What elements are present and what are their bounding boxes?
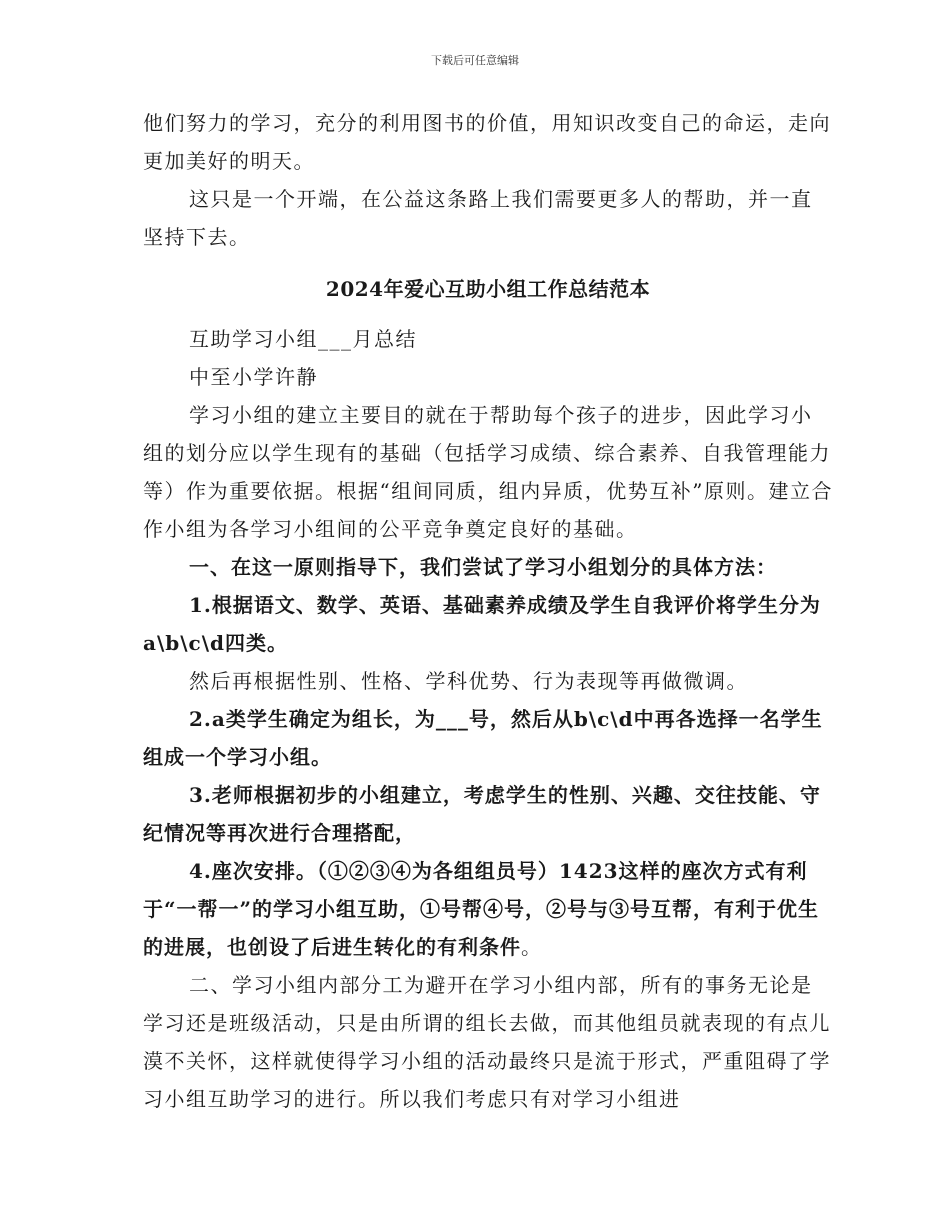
paragraph-1: 他们努力的学习，充分的利用图书的价值，用知识改变自己的命运，走向更加美好的明天。 bbox=[143, 111, 831, 173]
paragraph-adjust: 然后再根据性别、性格、学科优势、行为表现等再做微调。 bbox=[189, 669, 748, 693]
document-body bbox=[143, 104, 833, 1118]
list-item-1: 1.根据语文、数学、英语、基础素养成绩及学生自我评价将学生分为a\b\c\d四类。 bbox=[143, 593, 821, 655]
document-title: 2024年爱心互助小组工作总结范本 bbox=[325, 277, 651, 301]
list-item-2: 2.a类学生确定为组长，为___号，然后从b\c\d中再各选择一名学生组成一个学习小组。 bbox=[143, 707, 823, 769]
page-header: 下载后可任意编辑 bbox=[431, 54, 519, 67]
paragraph-section-2: 二、学习小组内部分工为避开在学习小组内部，所有的事务无论是学习还是班级活动，只是由所谓的组长去做，而其他组员就表现的有点儿漠不关怀，这样就使得学习小组的活动最终只是流于形式，严重阻碍了学习小组互助学习的进行。所以我们考虑只有对学习小组进 bbox=[143, 973, 831, 1111]
section-heading-1: 一、在这一原则指导下，我们尝试了学习小组划分的具体方法： bbox=[189, 555, 777, 579]
paragraph-intro: 学习小组的建立主要目的就在于帮助每个孩子的进步，因此学习小组的划分应以学生现有的基础（包括学习成绩、综合素养、自我管理能力等）作为重要依据。根据“组间同质，组内异质，优势互补”原则。建立合作小组为各学习小组间的公平竞争奠定良好的基础。 bbox=[143, 403, 833, 541]
list-item-4-tail: 。 bbox=[521, 935, 543, 959]
paragraph-2: 这只是一个开端，在公益这条路上我们需要更多人的帮助，并一直坚持下去。 bbox=[143, 187, 813, 249]
list-item-4 bbox=[143, 852, 833, 966]
list-item-3: 3.老师根据初步的小组建立，考虑学生的性别、兴趣、交往技能、守纪情况等再次进行合理搭配， bbox=[143, 783, 821, 845]
paragraph-author: 中至小学许静 bbox=[189, 365, 318, 389]
paragraph-subtitle: 互助学习小组___月总结 bbox=[189, 327, 417, 351]
list-item-4-bold: 4.座次安排。（①②③④为各组组员号）1423这样的座次方式有利于“一帮一”的学习小组互助，①号帮④号，②号与③号互帮，有利于优生的进展，也创设了后进生转化的有利条件 bbox=[143, 859, 820, 959]
